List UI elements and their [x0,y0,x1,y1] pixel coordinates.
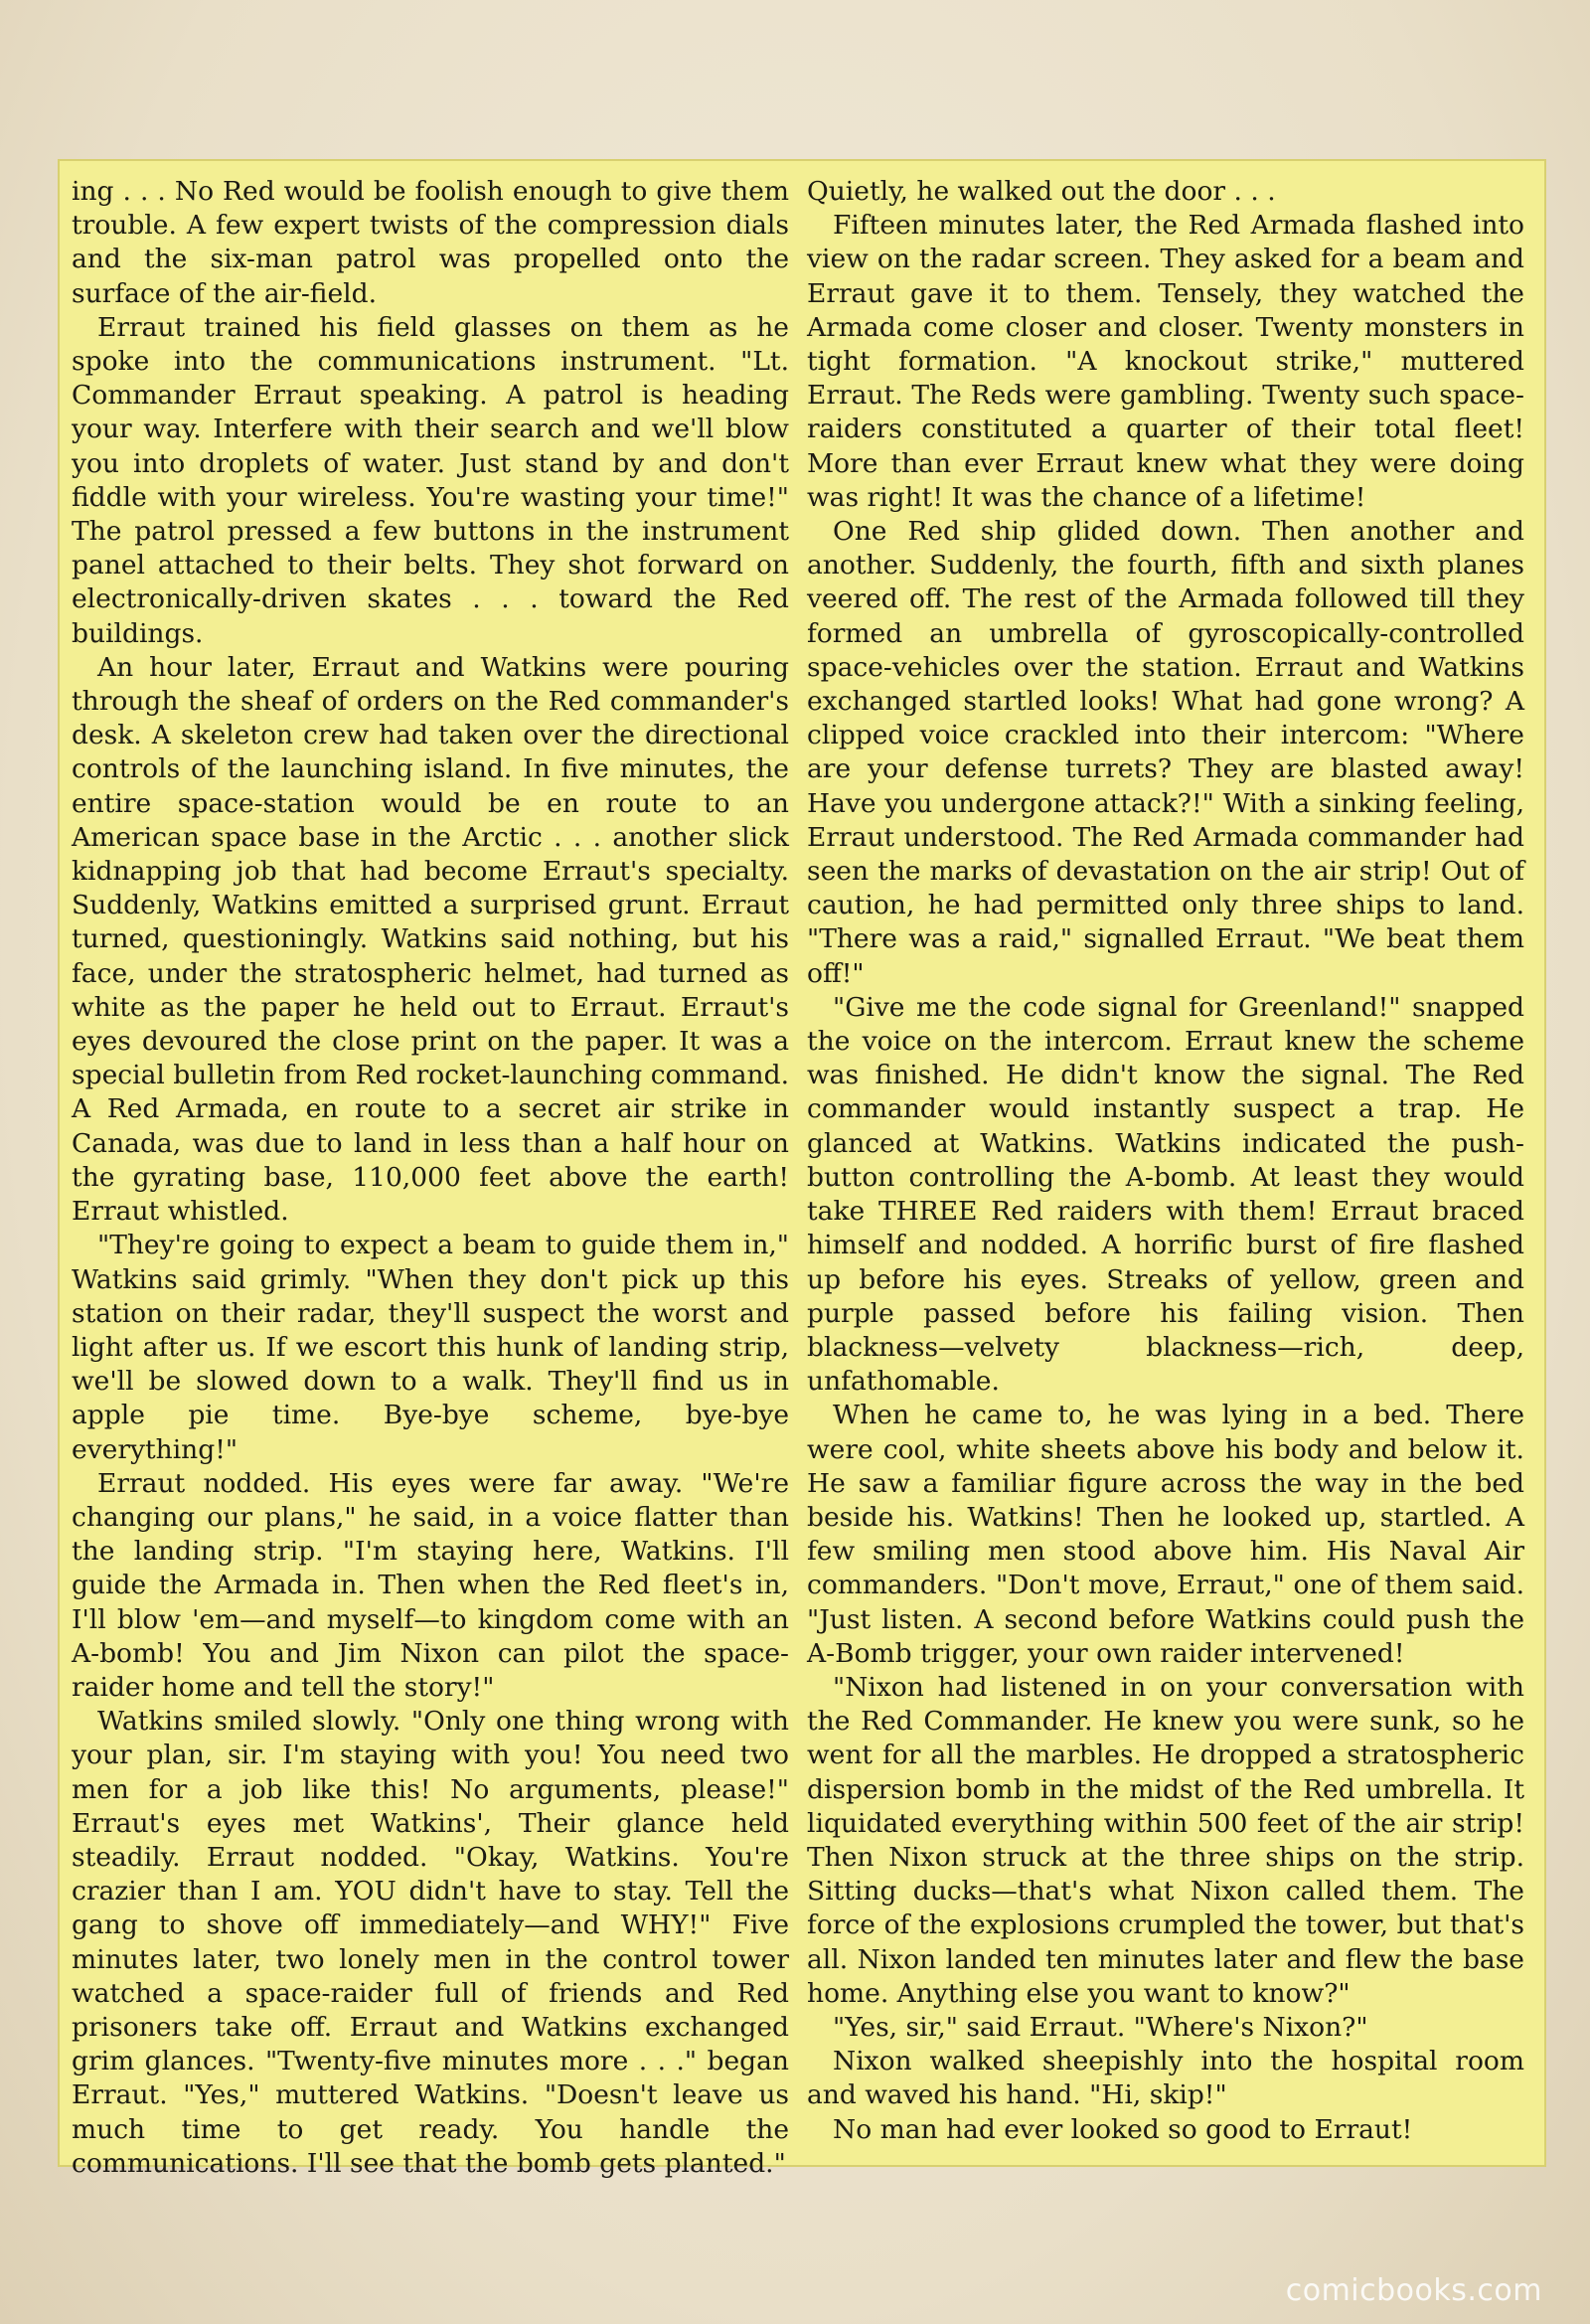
paragraph: ing . . . No Red would be foolish enough to give them trouble. A few expert twists of the compression dials and the six-man patrol was propelled onto the surface of the air-field. [72,176,789,309]
story-text-panel [58,159,1546,2179]
paragraph: Fifteen minutes later, the Red Armada flashed into view on the radar screen. They asked for a beam and Erraut gave it to them. Tensely, they watched the Armada come closer and closer. Twenty monsters in tight formation. "A knockout strike," muttered Erraut. The Reds were gambling. Twenty such space-raiders constituted a quarter of their total fleet! More than ever Erraut knew what they were doing was right! It was the chance of a lifetime! [807,210,1524,513]
paragraph: Quietly, he walked out the door . . . [807,176,1276,207]
paragraph: When he came to, he was lying in a bed. There were cool, white sheets above his body and below it. He saw a familiar figure across the way in the bed beside his. Watkins! Then he looked up, startled. A few smiling men stood above him. His Naval Air commanders. "Don't move, Erraut," one of them said. "Just listen. A second before Watkins could push the A-Bomb trigger, your own raider intervened! [807,1400,1524,1669]
paragraph: "Nixon had listened in on your conversation with the Red Commander. He knew you were sunk, so he went for all the marbles. He dropped a stratospheric dispersion bomb in the midst of the Red umbrella. It liquidated everything within 500 feet of the air strip! Then Nixon struck at the three ships on the strip. Sitting ducks—that's what Nixon called them. The force of the explosions crumpled the tower, but that's all. Nixon landed ten minutes later and flew the base home. Anything else you want to know?" [807,1671,1524,2009]
left-text-column [72,175,789,2181]
site-watermark: comicbooks.com [1285,2273,1542,2308]
paragraph: Watkins smiled slowly. "Only one thing wrong with your plan, sir. I'm staying with you! You need two men for a job like this! No arguments, please!" Erraut's eyes met Watkins', Their glance held steadily. Erraut nodded. "Okay, Watkins. You're crazier than I am. YOU didn't have to stay. Tell the gang to shove off immediately—and WHY!" Five minutes later, two lonely men in the control tower watched a space-raider full of friends and Red prisoners take off. Erraut and Watkins exchanged grim glances. "Twenty-five minutes more . . ." began Erraut. "Yes," muttered Watkins. "Doesn't leave us much time to get ready. You handle the communications. I'll see that the bomb gets planted." [72,1706,789,2179]
paragraph: No man had ever looked so good to Erraut! [833,2113,1413,2145]
paragraph: One Red ship glided down. Then another and another. Suddenly, the fourth, fifth and sixth planes veered off. The rest of the Armada followed till they formed an umbrella of gyroscopically-controlled space-vehicles over the station. Erraut and Watkins exchanged startled looks! What had gone wrong? A clipped voice crackled into their intercom: "Where are your defense turrets? They are blasted away! Have you undergone attack?!" With a sinking feeling, Erraut understood. The Red Armada commander had seen the marks of devastation on the air strip! Out of caution, he had permitted only three ships to land. "There was a raid," signalled Erraut. "We beat them off!" [807,516,1524,989]
paragraph: "They're going to expect a beam to guide them in," Watkins said grimly. "When they don't pick up this station on their radar, they'll suspect the worst and light after us. If we escort this hunk of landing strip, we'll be slowed down to a walk. They'll find us in apple pie time. Bye-bye scheme, bye-bye everything!" [72,1230,789,1465]
paragraph: An hour later, Erraut and Watkins were pouring through the sheaf of orders on the Red commander's desk. A skeleton crew had taken over the directional controls of the launching island. In five minutes, the entire space-station would be en route to an American space base in the Arctic . . . another slick kidnapping job that had become Erraut's specialty. Suddenly, Watkins emitted a surprised grunt. Erraut turned, questioningly. Watkins said nothing, but his face, under the stratospheric helmet, had turned as white as the paper he held out to Erraut. Erraut's eyes devoured the close print on the paper. It was a special bulletin from Red rocket-launching command. A Red Armada, en route to a secret air strike in Canada, was due to land in less than a half hour on the gyrating base, 110,000 feet above the earth! Erraut whistled. [72,651,789,1228]
paragraph: "Give me the code signal for Greenland!" snapped the voice on the intercom. Erraut knew the scheme was finished. He didn't know the signal. The Red commander would instantly suspect a trap. He glanced at Watkins. Watkins indicated the push-button controlling the A-bomb. At least they would take THREE Red raiders with them! Erraut braced himself and nodded. A horrific burst of fire flashed up before his eyes. Streaks of yellow, green and purple passed before his failing vision. Then blackness—velvety blackness—rich, deep, unfathomable. [807,991,1524,1398]
paragraph: Nixon walked sheepishly into the hospital room and waved his hand. "Hi, skip!" [807,2046,1524,2111]
paragraph: "Yes, sir," said Erraut. "Where's Nixon?" [833,2011,1368,2043]
paragraph: Erraut trained his field glasses on them as he spoke into the communications instrument. "Lt. Commander Erraut speaking. A patrol is heading your way. Interfere with their search and we'll blow you into droplets of water. Just stand by and don't fiddle with your wireless. You're wasting your time!" The patrol pressed a few buttons in the instrument panel attached to their belts. They shot forward on electronically-driven skates . . . toward the Red buildings. [72,311,789,649]
right-text-column [807,175,1524,2147]
paragraph: Erraut nodded. His eyes were far away. "We're changing our plans," he said, in a voice flatter than the landing strip. "I'm staying here, Watkins. I'll guide the Armada in. Then when the Red fleet's in, I'll blow 'em—and myself—to kingdom come with an A-bomb! You and Jim Nixon can pilot the space-raider home and tell the story!" [72,1467,789,1703]
